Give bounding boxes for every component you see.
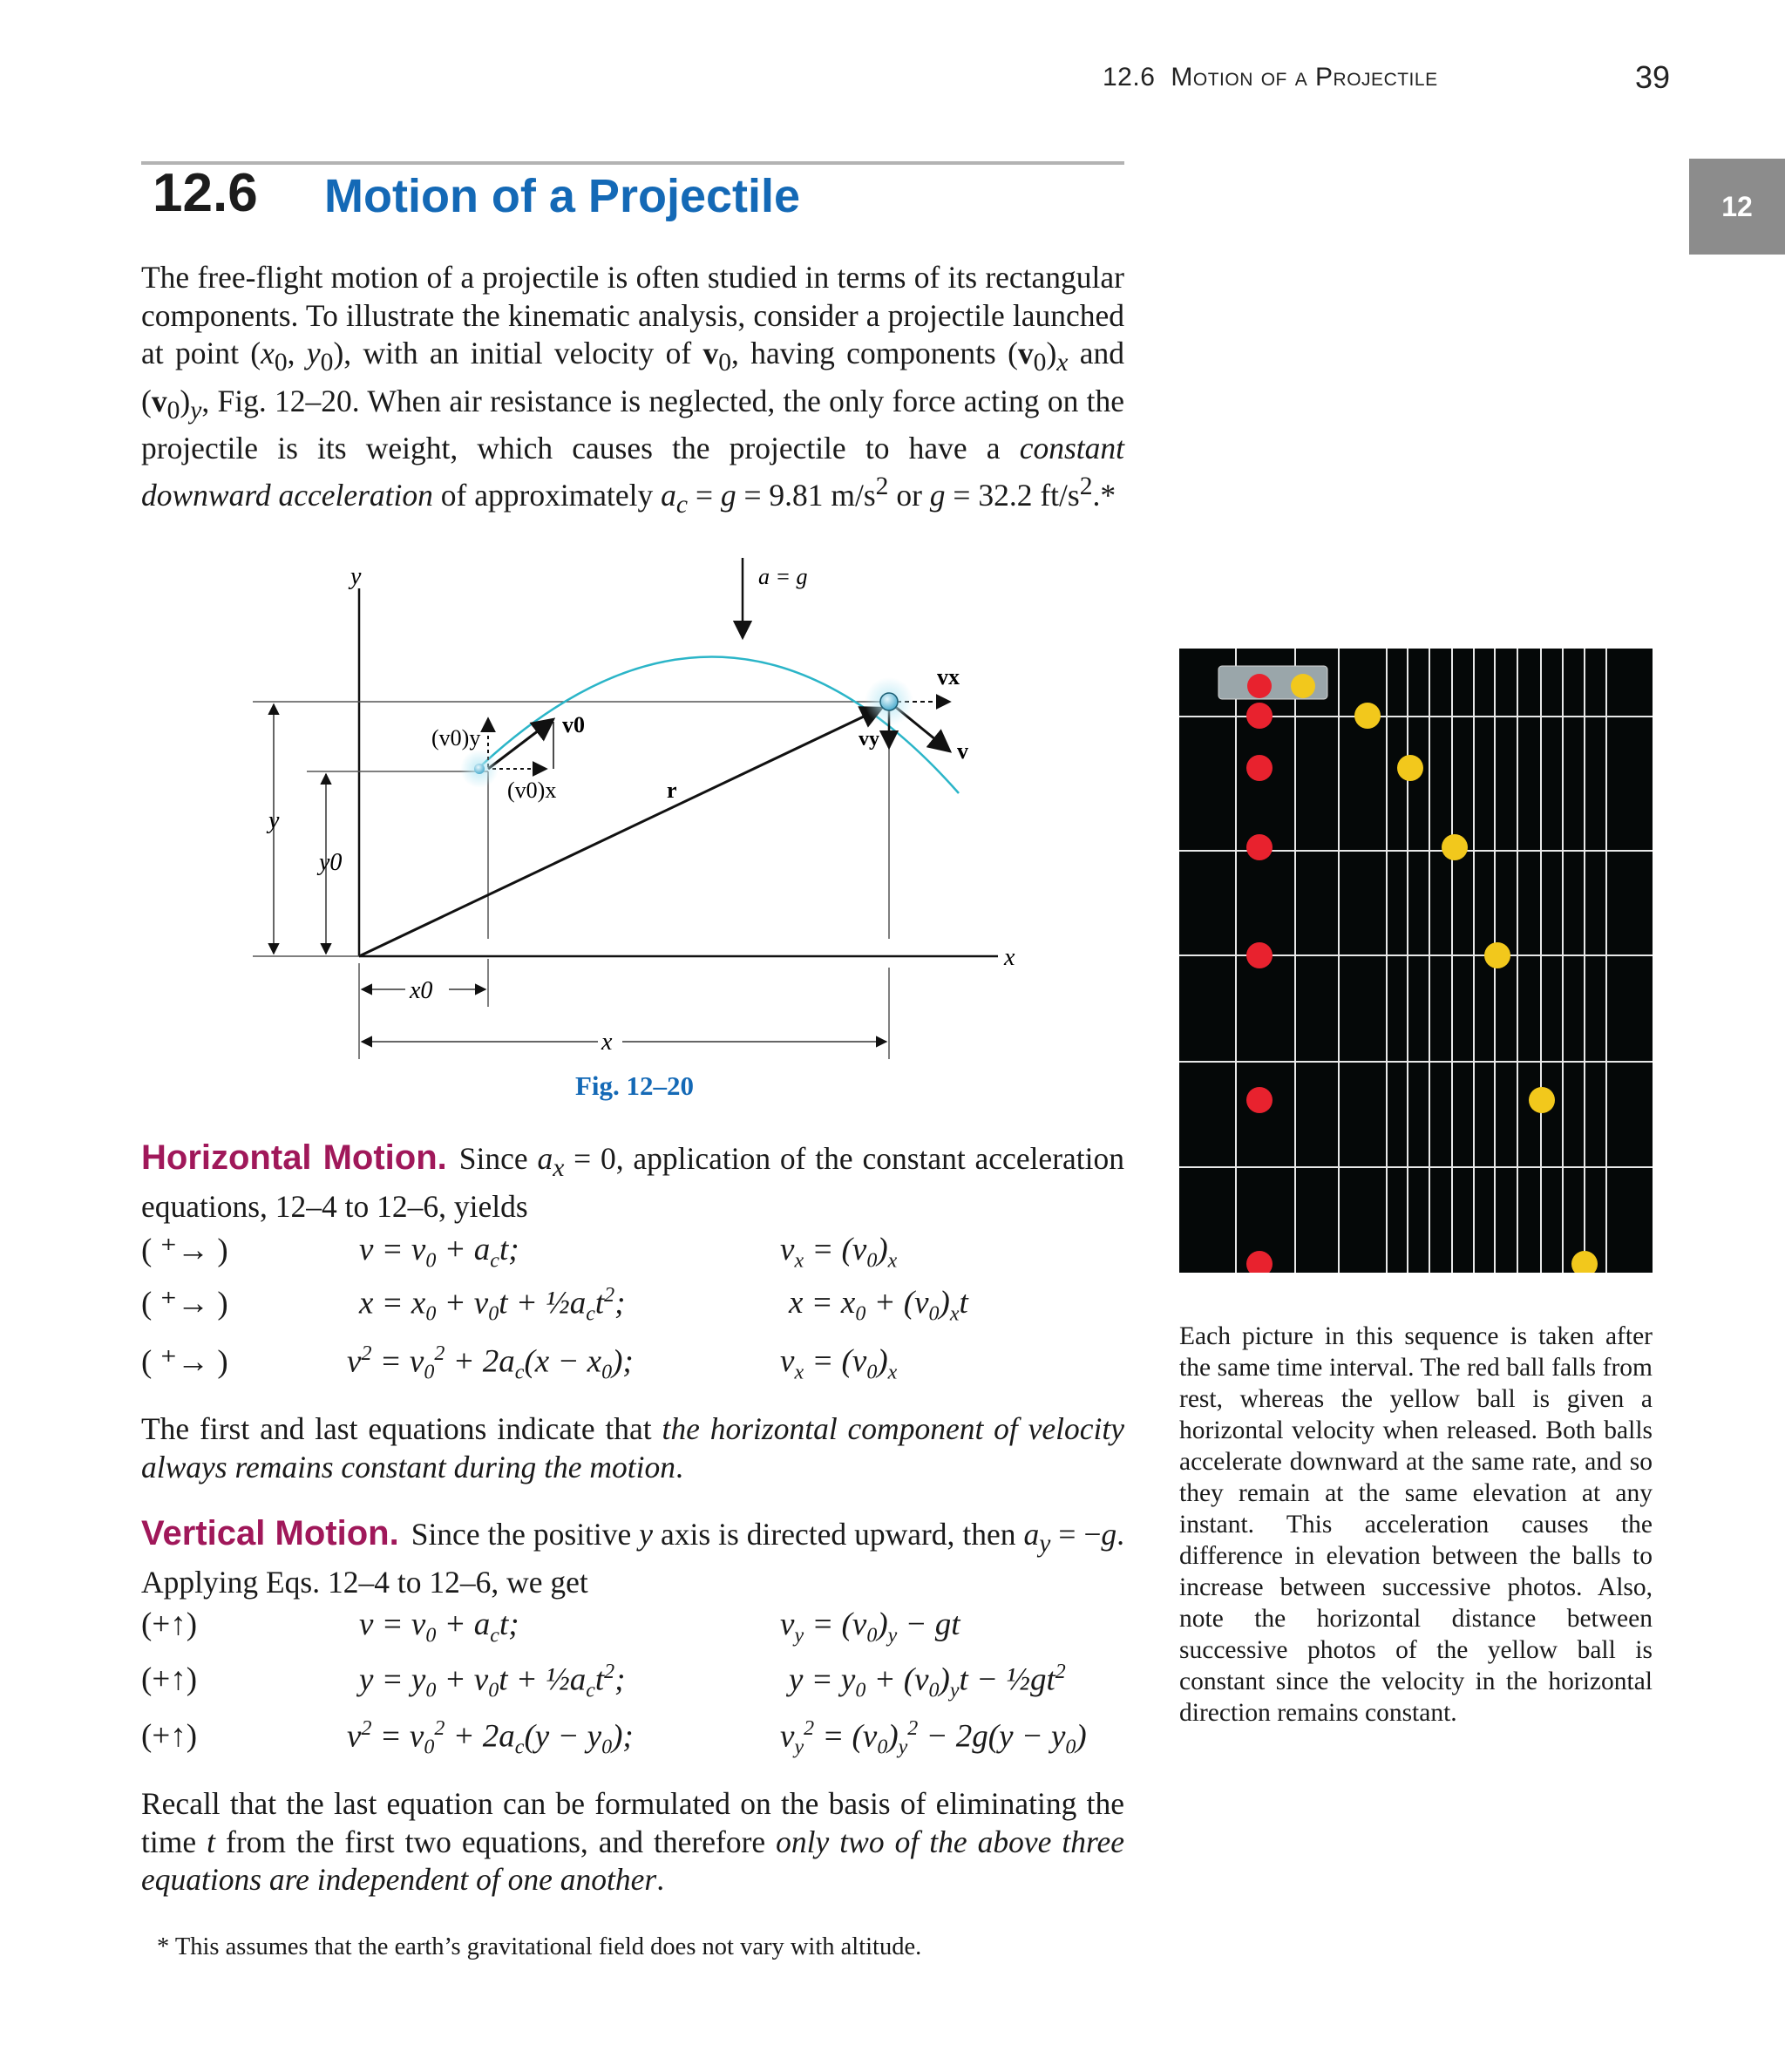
footnote: * This assumes that the earth’s gravitational field does not vary with altitude. [157, 1933, 922, 1960]
chapter-tab: 12 [1689, 159, 1785, 255]
recall-text-3: . [656, 1862, 665, 1897]
h-sign-2: ( ⁺→ ) [141, 1286, 228, 1321]
intro-text-6: of approximately [432, 477, 662, 513]
horizontal-conclusion [141, 1410, 1124, 1486]
h-eq-3-right: $v_x = (v_0)_x$ [780, 1343, 898, 1384]
h-eq-3-left: $v^2 = v_0^2 + 2a_c(x - x_0)$; [347, 1342, 634, 1384]
vertical-heading: Vertical Motion. [141, 1514, 399, 1552]
running-header [1103, 63, 1438, 92]
section-title: Motion of a Projectile [324, 170, 801, 222]
label-vy: vy [859, 728, 879, 751]
label-v0x: (v0)x [507, 778, 557, 803]
horizontal-heading: Horizontal Motion. [141, 1138, 447, 1177]
accel-us: 32.2 ft/s [978, 477, 1080, 513]
label-v: v [957, 738, 968, 764]
running-header-title: Motion of a Projectile [1171, 63, 1438, 92]
horizontal-conclusion-emphasis: the horizontal component of velocity always remains constant during the motion [141, 1411, 1124, 1484]
horizontal-intro-1: Since [458, 1141, 538, 1176]
label-x-axis: x [1004, 944, 1015, 971]
vertical-intro-3: = − [1050, 1517, 1102, 1552]
v-eq-1-right: $v_y = (v_0)_y$ − gt [780, 1607, 960, 1647]
intro-text-4: and [1068, 336, 1125, 370]
recall-text-1: Recall that the last equation can be formulated on the basis of eliminating the time [141, 1786, 1124, 1859]
v-eq-3-left: $v^2 = v_0^2 + 2a_c(y - y_0)$; [347, 1717, 634, 1759]
label-y-dim: y [268, 807, 280, 834]
page-number: 39 [1635, 59, 1671, 95]
label-x-dim: x [601, 1029, 613, 1056]
horizontal-intro-2: = 0, application of the constant acceleration equations, 12–4 to 12–6, yields [141, 1141, 1124, 1224]
label-r: r [667, 778, 677, 803]
recall-paragraph: Recall that the last equation can be formulated on the basis of eliminating the time t from the first two equations, and therefore only two of the above three equations are independent of one another. [141, 1786, 1124, 1897]
label-v0: v0 [562, 712, 585, 737]
label-v0y: (v0)y [431, 725, 481, 751]
intro-or: or [888, 477, 930, 513]
horizontal-conclusion-2: . [675, 1449, 683, 1484]
intro-text-1: The free-flight motion of a projectile is often studied in terms of its rectangular components. To illustrate the kinematic analysis, consider a projectile launched at point ( [141, 260, 1124, 370]
h-eq-1-right: $v_x = (v_0)_x$ [780, 1232, 898, 1273]
section-rule [141, 161, 1124, 165]
h-sign-3: ( ⁺→ ) [141, 1344, 228, 1380]
v0-arrow [488, 719, 553, 769]
h-sign-1: ( ⁺→ ) [141, 1233, 228, 1268]
ball-start [474, 764, 485, 774]
v-eq-1-left: $v = v_0 + a_ct$; [359, 1607, 519, 1647]
v-sign-2: (+↑) [141, 1661, 198, 1697]
running-header-section: 12.6 [1103, 63, 1156, 92]
strobe-photo [1179, 649, 1653, 1273]
vertical-motion-paragraph: Vertical Motion. Since the positive y axis is directed upward, then $a_y = -g$. Applying Eqs. 12–4 to 12–6, we get [141, 1514, 1124, 1600]
v-eq-2-right: $y = y_0 + (v_0)_yt$ − $\frac{1}{2}gt^2$ [789, 1661, 1066, 1702]
label-y0-dim: y0 [319, 849, 343, 876]
v-sign-1: (+↑) [141, 1607, 198, 1642]
projectile-diagram [253, 558, 1037, 1063]
accel-si: 9.81 m/s [769, 477, 876, 513]
intro-paragraph: The free-flight motion of a projectile is often studied in terms of its rectangular components. To illustrate the kinematic analysis, consider a projectile launched at point ($x_0$, $y_0$), with an initial velocity of $v_0$, having components $(v_0)_x$ and $(v_0)_y$, Fig. 12–20. When air resistance is neglected, the only force acting on the projectile is its weight, which causes the projectile to have a constant downward acceleration of approximately $a_c = g = 9.81$ $m/s^2$ or g = 32.2 $ft/s^2.*$ [141, 260, 1125, 519]
horizontal-conclusion-1: The first and last equations indicate that [141, 1411, 662, 1446]
h-eq-2-right: $x = x_0 + (v_0)_xt$ [789, 1285, 968, 1326]
horizontal-motion-paragraph: Horizontal Motion. Since $a_x = 0$, application of the constant acceleration equations, 12–4 to 12–6, yields [141, 1138, 1124, 1224]
label-x0-dim: x0 [410, 977, 433, 1004]
ball-end [880, 693, 898, 710]
recall-text-2: from the first two equations, and therefore [214, 1824, 777, 1859]
figure-caption: Fig. 12–20 [575, 1070, 695, 1101]
vertical-intro-4: . Applying Eqs. 12–4 to 12–6, we get [141, 1517, 1124, 1600]
v-eq-2-left: $y = y_0 + v_0t$ + $\frac{1}{2}a_ct^2$; [359, 1661, 626, 1702]
intro-text-5: , Fig. 12–20. When air resistance is neglected, the only force acting on the projectile is its weight, which causes the projectile to have a [141, 383, 1124, 466]
recall-emphasis: only two of the above three equations are independent of one another [141, 1824, 1124, 1897]
intro-text-2: ), with an initial velocity of [333, 336, 703, 370]
h-eq-2-left: $x = x_0 + v_0t$ + $\frac{1}{2}a_ct^2$; [359, 1284, 626, 1326]
photo-caption: Each picture in this sequence is taken after the same time interval. The red ball falls from rest, whereas the yellow ball is given a horizontal velocity when released. Both balls accelerate downward at the same rate, and so they remain at the same elevation at any instant. This acceleration causes the difference in elevation between the balls to increase between successive photos. Also, note the horizontal distance between successive photos of the yellow ball is constant since the velocity in the horizontal direction remains constant. [1179, 1322, 1653, 1727]
v-eq-3-right: $v_y^2 = (v_0)_y^2 - 2g(y - y_0)$ [780, 1717, 1087, 1759]
v-sign-3: (+↑) [141, 1718, 198, 1754]
label-accel: a = g [758, 564, 808, 589]
vertical-intro-2: axis is directed upward, then [653, 1517, 1024, 1552]
h-eq-1-left: $v = v_0 + a_ct$; [359, 1232, 519, 1273]
label-vx: vx [937, 664, 960, 690]
vertical-intro-1: Since the positive [411, 1517, 640, 1552]
label-y-axis: y [350, 563, 362, 590]
intro-emphasis: constant downward acceleration [141, 431, 1124, 513]
intro-star: .* [1092, 477, 1116, 513]
section-number: 12.6 [153, 163, 258, 223]
intro-text-3: , having components [731, 336, 1008, 370]
